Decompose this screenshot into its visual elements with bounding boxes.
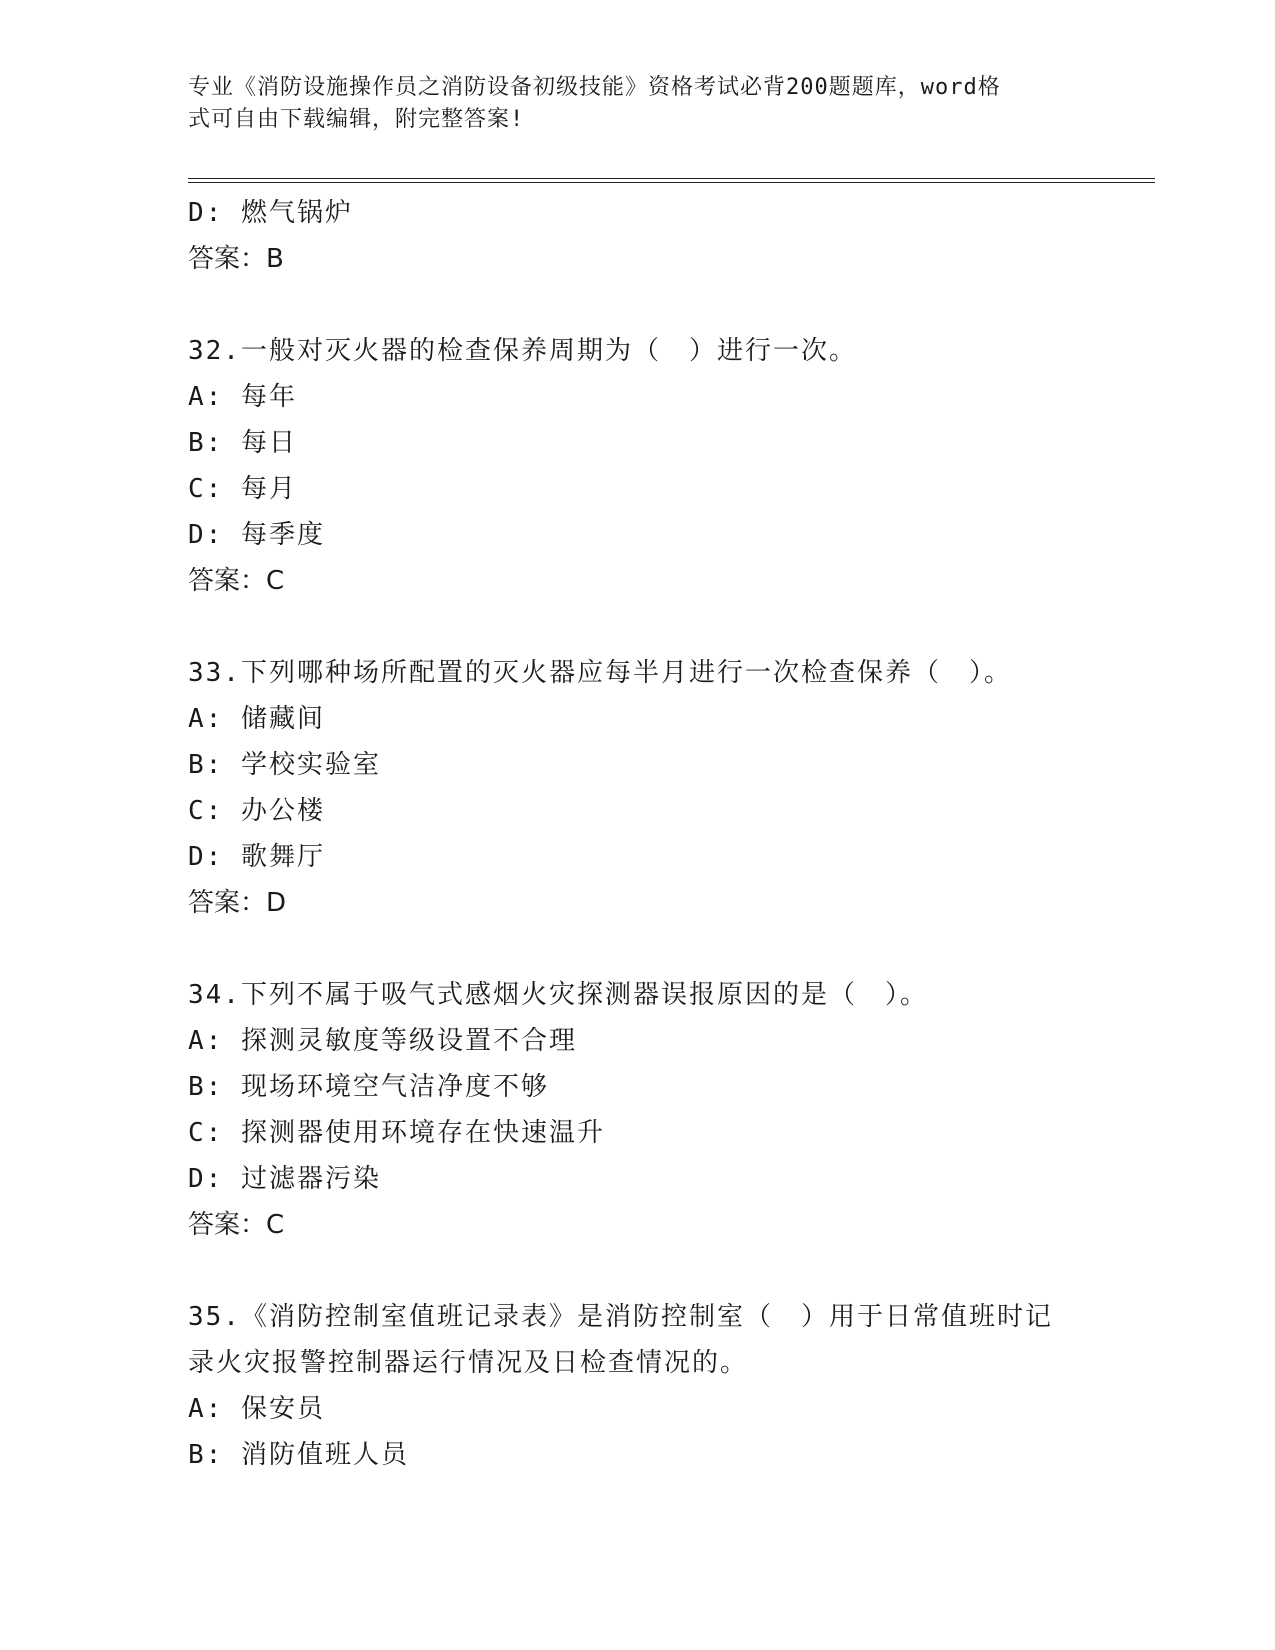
option-b: B: 学校实验室 [188,750,381,780]
question-35 [188,1294,1155,1478]
question-stem-line-2: 录火灾报警控制器运行情况及日检查情况的。 [188,1348,749,1378]
header-line-1: 专业《消防设施操作员之消防设备初级技能》资格考试必背200题题库，word格 [188,75,1001,100]
option-b: B: 现场环境空气洁净度不够 [188,1072,549,1102]
option-d: D: 过滤器污染 [188,1164,381,1194]
option-d: D: 歌舞厅 [188,842,325,872]
spacer [188,604,1155,650]
header-divider-bottom [188,182,1155,183]
option-a: A: 每年 [188,382,297,412]
answer: 答案：D [188,888,287,918]
question-34 [188,972,1155,1248]
answer: 答案：C [188,566,285,596]
prev-option-d: D: 燃气锅炉 [188,198,353,228]
question-32 [188,328,1155,604]
header-divider-top [188,178,1155,179]
prev-answer: 答案：B [188,244,284,274]
question-list [188,190,1155,1478]
option-c: C: 办公楼 [188,796,325,826]
spacer [188,926,1155,972]
question-stem: 33.下列哪种场所配置的灭火器应每半月进行一次检查保养（ ）。 [188,658,1012,688]
answer: 答案：C [188,1210,285,1240]
option-a: A: 探测灵敏度等级设置不合理 [188,1026,577,1056]
question-stem: 32.一般对灭火器的检查保养周期为（ ）进行一次。 [188,336,857,366]
option-a: A: 保安员 [188,1394,325,1424]
option-b: B: 每日 [188,428,297,458]
document-header [188,72,1068,136]
option-b: B: 消防值班人员 [188,1440,409,1470]
option-c: C: 每月 [188,474,297,504]
question-stem: 34.下列不属于吸气式感烟火灾探测器误报原因的是（ ）。 [188,980,928,1010]
question-stem-line-1: 35.《消防控制室值班记录表》是消防控制室（ ）用于日常值班时记 [188,1302,1053,1332]
spacer [188,1248,1155,1294]
spacer [188,282,1155,328]
header-line-2: 式可自由下载编辑，附完整答案! [188,107,525,132]
question-33 [188,650,1155,926]
option-c: C: 探测器使用环境存在快速温升 [188,1118,605,1148]
option-d: D: 每季度 [188,520,325,550]
option-a: A: 储藏间 [188,704,325,734]
